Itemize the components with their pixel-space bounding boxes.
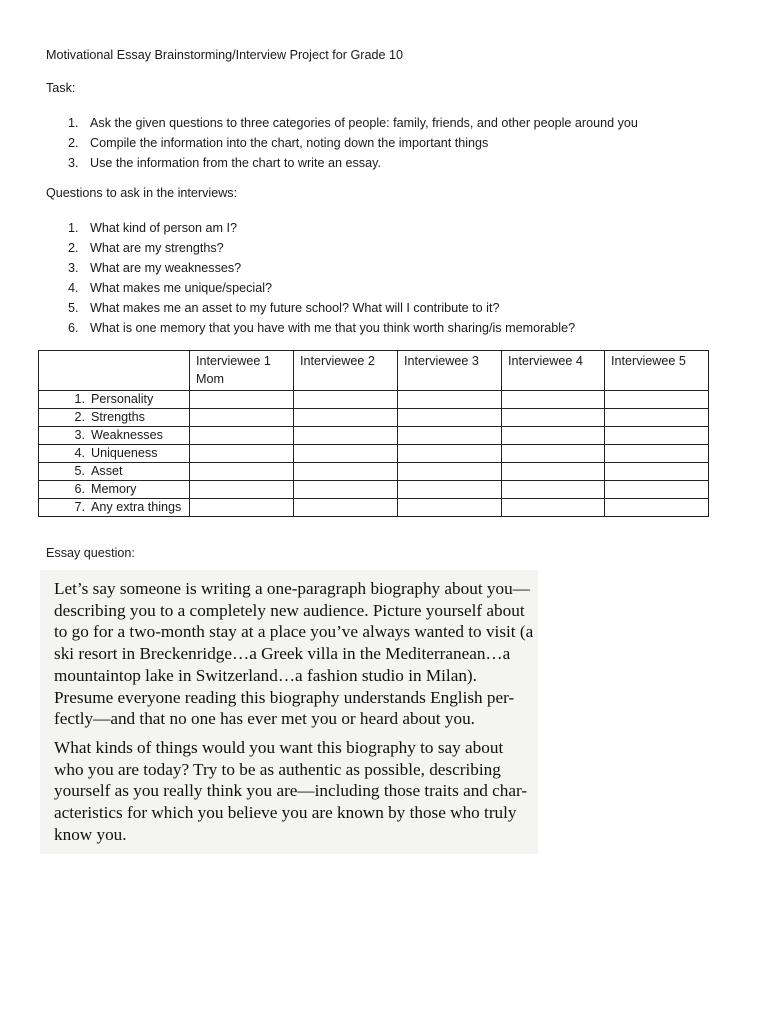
list-text: Use the information from the chart to write an essay. xyxy=(90,156,381,170)
essay-line: mountaintop lake in Switzerland…a fashion studio in Milan). xyxy=(54,665,477,685)
list-item xyxy=(46,258,575,278)
essay-paragraph-2 xyxy=(40,737,538,846)
response-cell[interactable] xyxy=(294,427,398,445)
list-item xyxy=(46,218,575,238)
row-label xyxy=(39,427,190,445)
response-cell[interactable] xyxy=(190,391,294,409)
table-row xyxy=(39,409,709,427)
row-number: 4. xyxy=(74,446,85,460)
list-text: Compile the information into the chart, noting down the important things xyxy=(90,136,489,150)
essay-line: fectly—and that no one has ever met you or heard about you. xyxy=(54,709,475,729)
response-cell[interactable] xyxy=(398,445,502,463)
column-header-interviewee-5: Interviewee 5 xyxy=(605,351,709,391)
document-title: Motivational Essay Brainstorming/Interview Project for Grade 10 xyxy=(46,48,403,62)
response-cell[interactable] xyxy=(190,481,294,499)
column-header-interviewee-2: Interviewee 2 xyxy=(294,351,398,391)
list-number: 5. xyxy=(68,301,79,315)
row-label-text: Asset xyxy=(91,464,123,478)
list-text: What are my strengths? xyxy=(90,241,224,255)
response-cell[interactable] xyxy=(398,499,502,517)
row-number: 2. xyxy=(74,410,85,424)
response-cell[interactable] xyxy=(502,463,605,481)
response-cell[interactable] xyxy=(502,409,605,427)
response-cell[interactable] xyxy=(502,445,605,463)
essay-heading: Essay question: xyxy=(46,546,135,560)
response-cell[interactable] xyxy=(605,481,709,499)
response-cell[interactable] xyxy=(190,463,294,481)
essay-line: describing you to a completely new audience. Picture yourself about xyxy=(54,600,525,620)
list-text: What are my weaknesses? xyxy=(90,261,242,275)
response-cell[interactable] xyxy=(605,463,709,481)
essay-question-excerpt xyxy=(40,570,538,854)
essay-line: acteristics for which you believe you are known by those who truly xyxy=(54,803,517,823)
essay-line: know you. xyxy=(54,824,127,844)
row-label xyxy=(39,409,190,427)
essay-line: yourself as you really think you are—including those traits and char- xyxy=(54,781,528,801)
table-row xyxy=(39,499,709,517)
response-cell[interactable] xyxy=(398,391,502,409)
response-cell[interactable] xyxy=(502,481,605,499)
list-item xyxy=(46,133,638,153)
response-cell[interactable] xyxy=(398,481,502,499)
response-cell[interactable] xyxy=(605,391,709,409)
list-text: Ask the given questions to three categories of people: family, friends, and other people around you xyxy=(90,116,638,130)
row-label-text: Weaknesses xyxy=(91,428,163,442)
table-row xyxy=(39,427,709,445)
list-number: 2. xyxy=(68,136,79,150)
questions-list xyxy=(46,218,575,338)
task-list xyxy=(46,113,638,173)
response-cell[interactable] xyxy=(294,463,398,481)
essay-line: to go for a two-month stay at a place you’ve always wanted to visit (a xyxy=(54,622,534,642)
row-label-text: Uniqueness xyxy=(91,446,158,460)
interview-chart-table xyxy=(38,350,709,517)
response-cell[interactable] xyxy=(190,499,294,517)
table-header-row xyxy=(39,351,709,391)
list-item xyxy=(46,278,575,298)
list-number: 1. xyxy=(68,116,79,130)
column-header-interviewee-1: Interviewee 1 Mom xyxy=(190,351,294,391)
task-heading: Task: xyxy=(46,81,76,95)
table-row xyxy=(39,445,709,463)
essay-line: Let’s say someone is writing a one-paragraph biography about you— xyxy=(54,579,530,598)
row-number: 1. xyxy=(74,392,85,406)
table-row xyxy=(39,481,709,499)
table-row xyxy=(39,463,709,481)
row-label-text: Memory xyxy=(91,482,137,496)
row-label xyxy=(39,499,190,517)
row-label-text: Personality xyxy=(91,392,154,406)
response-cell[interactable] xyxy=(294,445,398,463)
list-number: 2. xyxy=(68,241,79,255)
list-text: What makes me an asset to my future school? What will I contribute to it? xyxy=(90,301,500,315)
list-item xyxy=(46,318,575,338)
questions-heading: Questions to ask in the interviews: xyxy=(46,186,238,200)
column-header-interviewee-3: Interviewee 3 xyxy=(398,351,502,391)
response-cell[interactable] xyxy=(605,427,709,445)
row-number: 7. xyxy=(74,500,85,514)
response-cell[interactable] xyxy=(605,499,709,517)
row-number: 5. xyxy=(74,464,85,478)
response-cell[interactable] xyxy=(190,409,294,427)
list-item xyxy=(46,153,638,173)
response-cell[interactable] xyxy=(605,445,709,463)
response-cell[interactable] xyxy=(398,427,502,445)
row-label-text: Strengths xyxy=(91,410,145,424)
response-cell[interactable] xyxy=(398,463,502,481)
list-number: 3. xyxy=(68,261,79,275)
response-cell[interactable] xyxy=(605,409,709,427)
list-item xyxy=(46,238,575,258)
response-cell[interactable] xyxy=(502,391,605,409)
list-item xyxy=(46,113,638,133)
essay-paragraph-1 xyxy=(40,570,538,730)
list-number: 6. xyxy=(68,321,79,335)
essay-line: ski resort in Breckenridge…a Greek villa in the Mediterranean…a xyxy=(54,644,511,664)
list-text: What makes me unique/special? xyxy=(90,281,273,295)
response-cell[interactable] xyxy=(294,391,398,409)
list-number: 3. xyxy=(68,156,79,170)
interviewee-1-name: Mom xyxy=(196,372,224,386)
response-cell[interactable] xyxy=(294,409,398,427)
row-number: 6. xyxy=(74,482,85,496)
response-cell[interactable] xyxy=(502,499,605,517)
row-label xyxy=(39,481,190,499)
column-header-interviewee-4: Interviewee 4 xyxy=(502,351,605,391)
list-number: 1. xyxy=(68,221,79,235)
response-cell[interactable] xyxy=(502,427,605,445)
essay-line: who you are today? Try to be as authentic as possible, describing xyxy=(54,759,501,779)
response-cell[interactable] xyxy=(398,409,502,427)
row-label xyxy=(39,445,190,463)
response-cell[interactable] xyxy=(294,481,398,499)
list-item xyxy=(46,298,575,318)
response-cell[interactable] xyxy=(294,499,398,517)
essay-line: What kinds of things would you want this biography to say about xyxy=(54,737,504,757)
table-row xyxy=(39,391,709,409)
list-text: What kind of person am I? xyxy=(90,221,237,235)
list-text: What is one memory that you have with me that you think worth sharing/is memorable? xyxy=(90,321,576,335)
row-label xyxy=(39,463,190,481)
list-number: 4. xyxy=(68,281,79,295)
essay-line: Presume everyone reading this biography understands English per- xyxy=(54,687,515,707)
response-cell[interactable] xyxy=(190,445,294,463)
table-corner-cell xyxy=(39,351,190,391)
row-label-text: Any extra things xyxy=(91,500,182,514)
row-label xyxy=(39,391,190,409)
row-number: 3. xyxy=(74,428,85,442)
response-cell[interactable] xyxy=(190,427,294,445)
